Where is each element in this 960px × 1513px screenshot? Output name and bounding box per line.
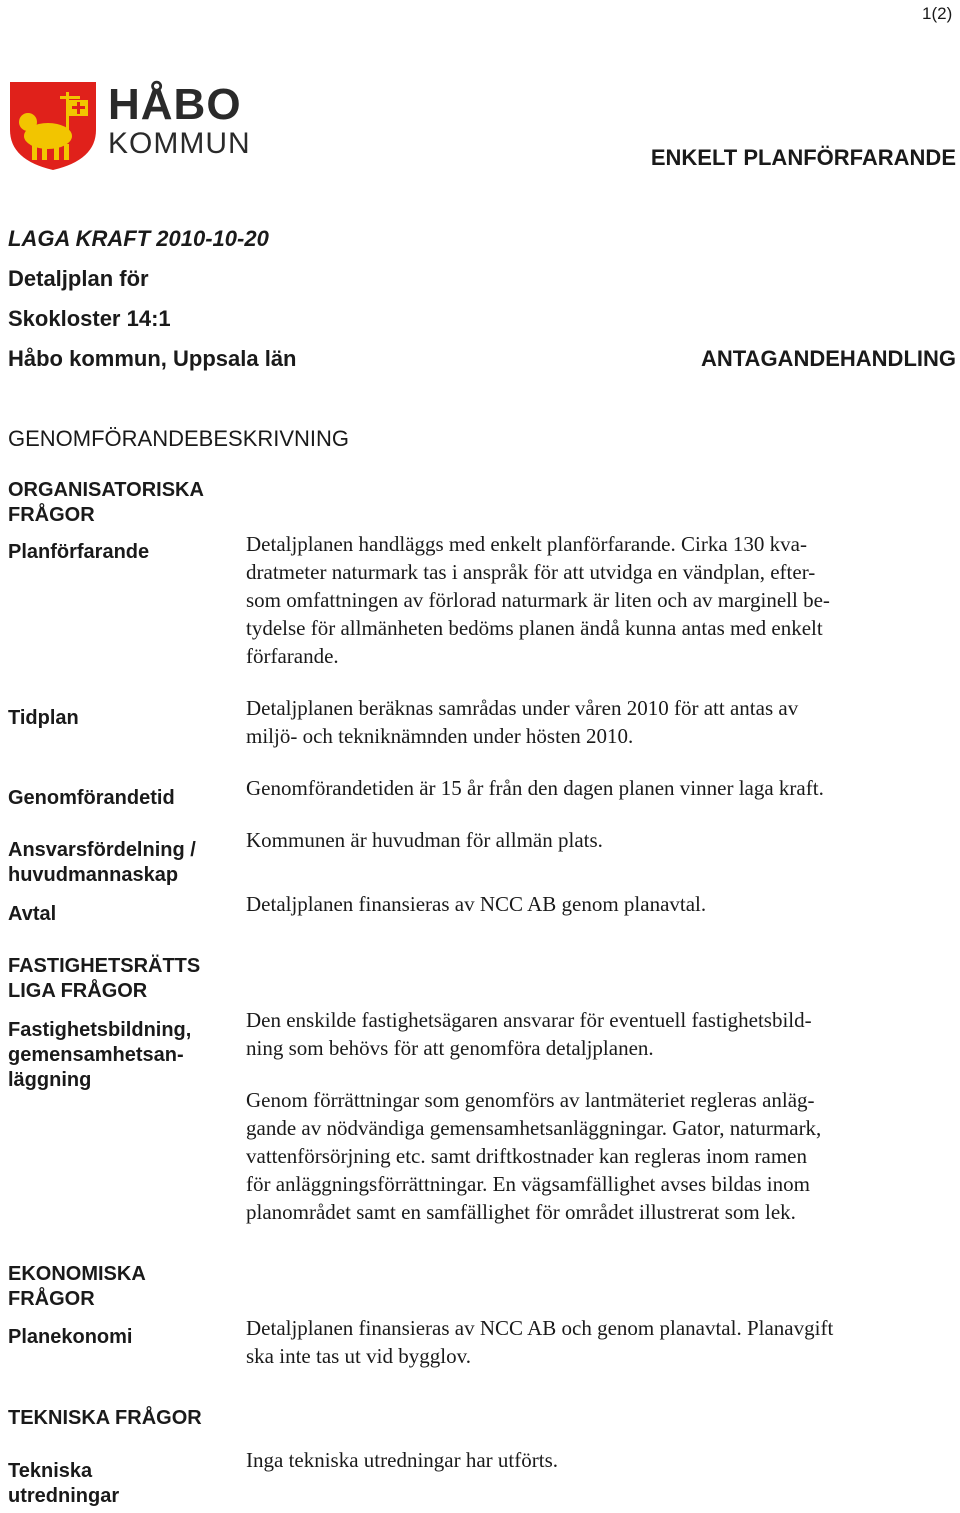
- text-line: gande av nödvändiga gemensamhetsanläggningar. Gator, naturmark,: [246, 1116, 822, 1140]
- text-line: ning som behövs för att genomföra detaljplanen.: [246, 1036, 654, 1060]
- text-line: dratmeter naturmark tas i anspråk för att utvidga en vändplan, efter-: [246, 560, 816, 584]
- label-tekniska-utredningar-2: utredningar: [8, 1485, 120, 1507]
- section-heading-fastighetsratt-2: LIGA FRÅGOR: [8, 980, 148, 1002]
- label-avtal: Avtal: [8, 903, 57, 925]
- procedure-type: ENKELT PLANFÖRFARANDE: [650, 145, 956, 170]
- text-line: förfarande.: [246, 644, 339, 668]
- text-line: Detaljplanen handläggs med enkelt planförfarande. Cirka 130 kva-: [246, 532, 807, 556]
- text-line: ska inte tas ut vid bygglov.: [246, 1344, 471, 1368]
- text-tekniska-utredningar: Inga tekniska utredningar har utförts.: [246, 1448, 558, 1472]
- text-genomforandetid: Genomförandetiden är 15 år från den dagen planen vinner laga kraft.: [246, 776, 824, 800]
- document-type: ANTAGANDEHANDLING: [700, 346, 956, 371]
- text-line: för anläggningsförrättningar. En vägsamfällighet avses bildas inom: [246, 1172, 810, 1196]
- text-fastighetsbildning-2: [246, 1086, 821, 1226]
- label-ansvarsfordelning-1: Ansvarsfördelning /: [8, 839, 196, 861]
- plan-title-line-1: Detaljplan för: [8, 266, 149, 291]
- section-heading-tekniska: TEKNISKA FRÅGOR: [8, 1407, 202, 1429]
- logo-text-habo: HÅBO: [108, 80, 242, 129]
- section-heading-organisatoriska-2: FRÅGOR: [8, 504, 95, 526]
- text-planekonomi: [246, 1314, 833, 1370]
- label-fastighetsbildning-3: läggning: [8, 1069, 92, 1091]
- label-tekniska-utredningar-1: Tekniska: [8, 1460, 93, 1482]
- label-planekonomi: Planekonomi: [8, 1326, 133, 1348]
- status-laga-kraft: LAGA KRAFT 2010-10-20: [8, 226, 269, 251]
- text-line: Detaljplanen beräknas samrådas under våren 2010 för att antas av: [246, 696, 799, 720]
- label-genomforandetid: Genomförandetid: [8, 787, 175, 809]
- label-ansvarsfordelning-2: huvudmannaskap: [8, 864, 179, 886]
- section-heading-ekonomiska-1: EKONOMISKA: [8, 1263, 146, 1285]
- text-avtal: Detaljplanen finansieras av NCC AB genom planavtal.: [246, 892, 707, 916]
- plan-title-line-3: Håbo kommun, Uppsala län: [8, 346, 297, 371]
- label-tidplan: Tidplan: [8, 707, 79, 729]
- text-line: tydelse för allmänheten bedöms planen ändå kunna antas med enkelt: [246, 616, 823, 640]
- page-number: 1(2): [922, 4, 953, 23]
- text-line: vattenförsörjning etc. samt driftkostnader kan regleras inom ramen: [246, 1144, 807, 1168]
- section-heading-organisatoriska-1: ORGANISATORISKA: [8, 479, 204, 501]
- text-ansvarsfordelning: Kommunen är huvudman för allmän plats.: [246, 828, 603, 852]
- text-line: Genom förrättningar som genomförs av lantmäteriet regleras anläg-: [246, 1088, 815, 1112]
- document-title: GENOMFÖRANDEBESKRIVNING: [8, 426, 350, 451]
- section-heading-fastighetsratt-1: FASTIGHETSRÄTTS: [8, 955, 201, 977]
- plan-title-line-2: Skokloster 14:1: [8, 306, 171, 331]
- logo-text-kommun: KOMMUN: [108, 127, 251, 160]
- section-heading-ekonomiska-2: FRÅGOR: [8, 1288, 95, 1310]
- label-planforfarande: Planförfarande: [8, 541, 150, 563]
- label-fastighetsbildning-2: gemensamhetsan-: [8, 1044, 184, 1066]
- text-fastighetsbildning-1: [246, 1006, 812, 1062]
- text-line: Den enskilde fastighetsägaren ansvarar för eventuell fastighetsbild-: [246, 1008, 812, 1032]
- text-line: miljö- och tekniknämnden under hösten 2010.: [246, 724, 634, 748]
- text-line: som omfattningen av förlorad naturmark är liten och av marginell be-: [246, 588, 830, 612]
- text-tidplan: [246, 694, 798, 750]
- text-planforfarande: [246, 530, 830, 670]
- label-fastighetsbildning-1: Fastighetsbildning,: [8, 1019, 192, 1041]
- text-line: planområdet samt en samfällighet för området illustrerat som lek.: [246, 1200, 796, 1224]
- text-line: Detaljplanen finansieras av NCC AB och genom planavtal. Planavgift: [246, 1316, 834, 1340]
